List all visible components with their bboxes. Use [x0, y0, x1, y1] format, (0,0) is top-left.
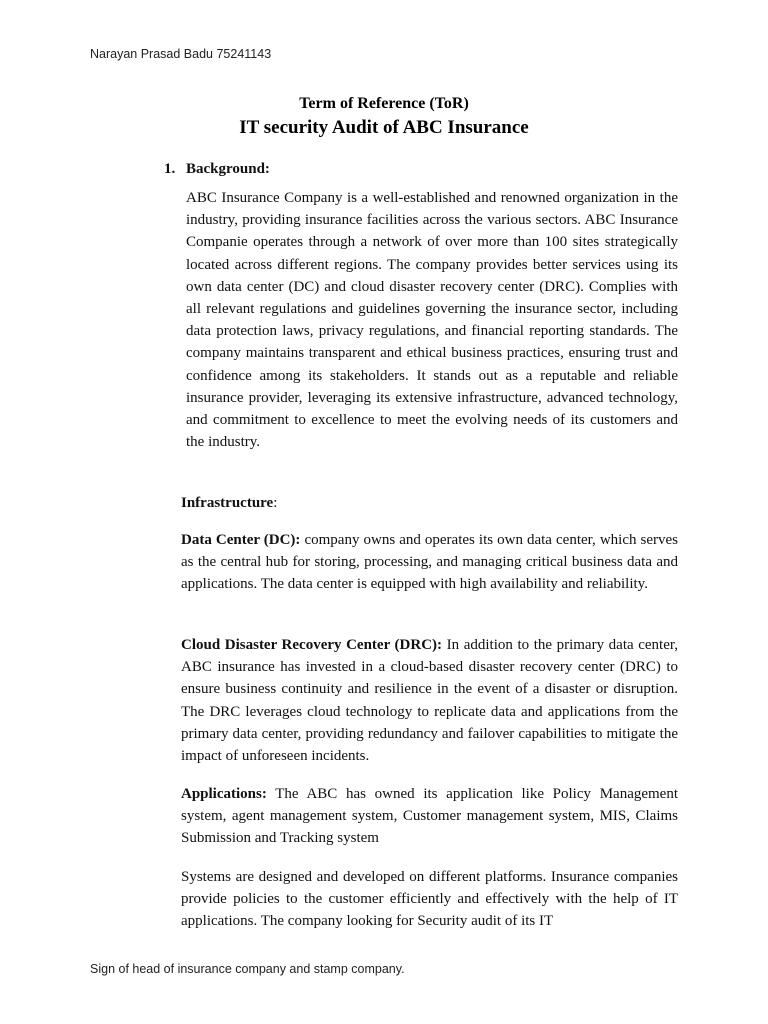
- infrastructure-heading: [181, 492, 678, 514]
- drc-text: In addition to the primary data center, ABC insurance has invested in a cloud-based disaster recovery center (DRC) to ensure business continuity and resilience in the event of a disaster or disruption. The DRC leverages cloud technology to replicate data and applications from the primary data center, providing redundancy and failover capabilities to mitigate the impact of unforeseen incidents.: [181, 637, 679, 765]
- section-heading-background: [164, 158, 270, 180]
- signature-footer-note: Sign of head of insurance company and stamp company.: [90, 962, 405, 976]
- author-header: Narayan Prasad Badu 75241143: [90, 47, 272, 61]
- section-number: 1.: [164, 161, 176, 177]
- infrastructure-heading-colon: :: [273, 495, 278, 511]
- data-center-term: Data Center (DC):: [181, 532, 301, 548]
- applications-text: The ABC has owned its application like Policy Management system, agent management system, Customer management system, MIS, Claims Submission and Tracking system: [181, 786, 678, 847]
- background-paragraph: ABC Insurance Company is a well-established and renowned organization in the industry, providing insurance facilities across the various sectors. ABC Insurance Companie operates through a network of over more than 100 sites strategically located across different regions. The company provides better services using its own data center (DC) and cloud disaster recovery center (DRC). Complies with all relevant regulations and guidelines governing the insurance sector, including data protection laws, privacy regulations, and financial reporting standards. The company maintains transparent and ethical business practices, ensuring trust and confidence among its stakeholders. It stands out as a reputable and reliable insurance provider, leveraging its extensive infrastructure, advanced technology, and commitment to excellence to meet the evolving needs of its customers and the industry.: [186, 190, 678, 451]
- applications-paragraph: [181, 783, 678, 850]
- drc-paragraph: [181, 634, 678, 767]
- document-title: Term of Reference (ToR): [299, 95, 469, 112]
- applications-term: Applications:: [181, 786, 267, 802]
- data-center-paragraph: [181, 529, 678, 596]
- document-subtitle: IT security Audit of ABC Insurance: [239, 117, 529, 138]
- systems-paragraph: Systems are designed and developed on different platforms. Insurance companies provide policies to the customer efficiently and effectively with the help of IT applications. The company looking for Security audit of its IT: [181, 869, 678, 930]
- data-center-text: company owns and operates its own data center, which serves as the central hub for storing, processing, and managing critical business data and applications. The data center is equipped with high availability and reliability.: [181, 532, 679, 593]
- drc-term: Cloud Disaster Recovery Center (DRC):: [181, 637, 443, 653]
- infrastructure-heading-text: Infrastructure: [181, 495, 274, 511]
- document-title-block: [0, 93, 768, 141]
- section-heading-text: Background:: [186, 161, 270, 177]
